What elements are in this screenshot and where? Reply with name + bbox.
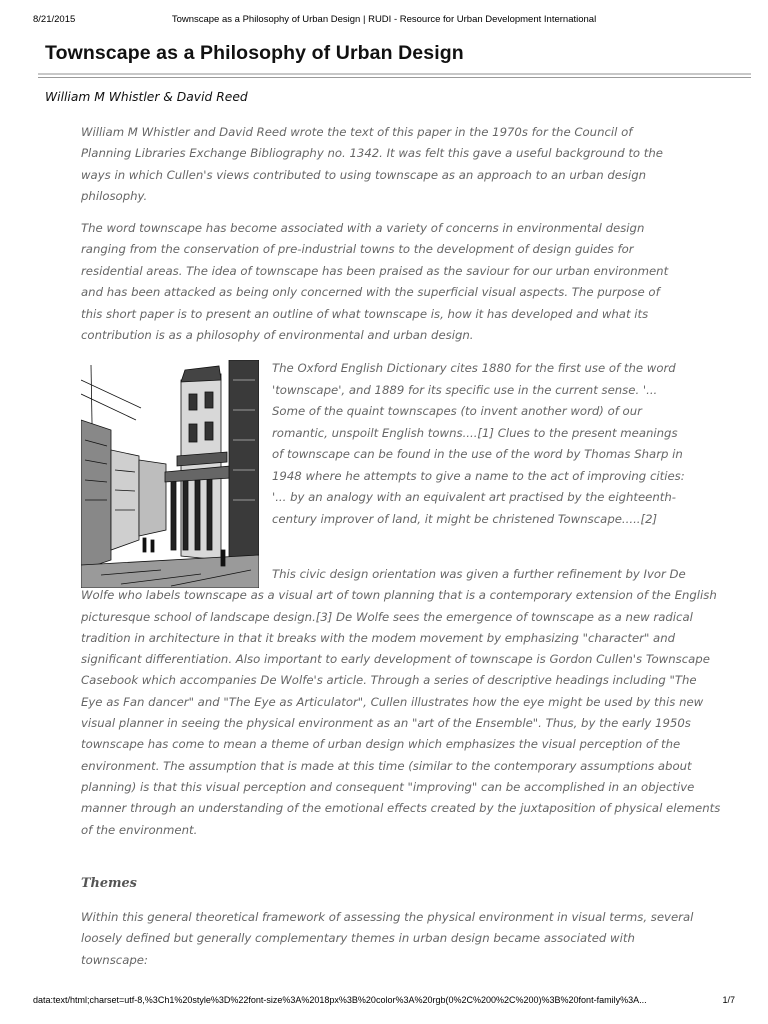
print-footer — [33, 995, 735, 1009]
print-page-title: Townscape as a Philosophy of Urban Design | RUDI - Resource for Urban Development International — [171, 14, 597, 25]
paragraph-themes-intro: Within this general theoretical framework of assessing the physical environment in visual terms, several loosely defined but generally complementary themes in urban design became associated with townscape: — [81, 910, 694, 967]
title-divider-shadow — [38, 77, 751, 78]
print-page-number: 1/7 — [722, 995, 735, 1005]
section-heading-themes: Themes — [81, 876, 137, 891]
article-title: Townscape as a Philosophy of Urban Design — [45, 42, 464, 64]
paragraph-purpose: The word townscape has become associated with a variety of concerns in environmental design ranging from the conservation of pre-industrial towns to the development of design guides for residential areas. The idea of townscape has been praised as the saviour for our urban environment and has been attacked as being only concerned with the superficial visual aspects. The purpose of this short paper is to present an outline of what townscape is, how it has developed and what its contribution is as a philosophy of environmental and urban design. — [81, 221, 669, 343]
print-date: 8/21/2015 — [33, 14, 76, 25]
print-header — [33, 14, 735, 28]
print-source-url: data:text/html;charset=utf-8,%3Ch1%20style%3D%22font-size%3A%2018px%3B%20color%3A%20rgb(0%2C%200%2C%200)%3B%20font-family%3A... — [33, 995, 647, 1005]
paragraph-civic-design: This civic design orientation was given a further refinement by Ivor De Wolfe who labels townscape as a visual art of town planning that is a contemporary extension of the English picturesque school of landscape design.[3] De Wolfe sees the emergence of townscape as a new radical tradition in architecture in that it breaks with the modem movement by emphasizing "character" and significant differentiation. Also important to early development of townscape is Gordon Cullen's Townscape Casebook which accompanies De Wolfe's article. Through a series of descriptive headings including "The Eye as Fan dancer" and "The Eye as Articulator", Cullen illustrates how the eye might be used by this new visual planner in seeing the physical environment as an "art of the Ensemble". Thus, by the early 1950s townscape has come to mean a theme of urban design which emphasizes the visual perception of the environment. The assumption that is made at this time (similar to the contemporary assumptions about planning) is that this visual perception and consequent "improving" can be accomplished in an objective manner through an understanding of the emotional effects created by the juxtaposition of physical elements of the environment. — [81, 567, 721, 837]
paragraph-oed-definition: The Oxford English Dictionary cites 1880 for the first use of the word 'townscape', and 1889 for its specific use in the current sense. '... Some of the quaint townscapes (to invent another word) of our romantic, unspoilt English towns....[1] Clues to the present meanings of townscape can be found in the use of the word by Thomas Sharp in 1948 where he attempts to give a name to the act of improving cities: '... by an analogy with an equivalent art practised by the eighteenth-century improver of land, it might be christened Townscape.....[2] — [272, 361, 685, 526]
title-divider — [38, 73, 751, 75]
townscape-sketch-image — [81, 360, 259, 588]
article-authors: William M Whistler & David Reed — [45, 90, 248, 104]
paragraph-intro: William M Whistler and David Reed wrote the text of this paper in the 1970s for the Council of Planning Libraries Exchange Bibliography no. 1342. It was felt this gave a useful background to the ways in which Cullen's views contributed to using townscape as an approach to an urban design philosophy. — [81, 125, 663, 204]
